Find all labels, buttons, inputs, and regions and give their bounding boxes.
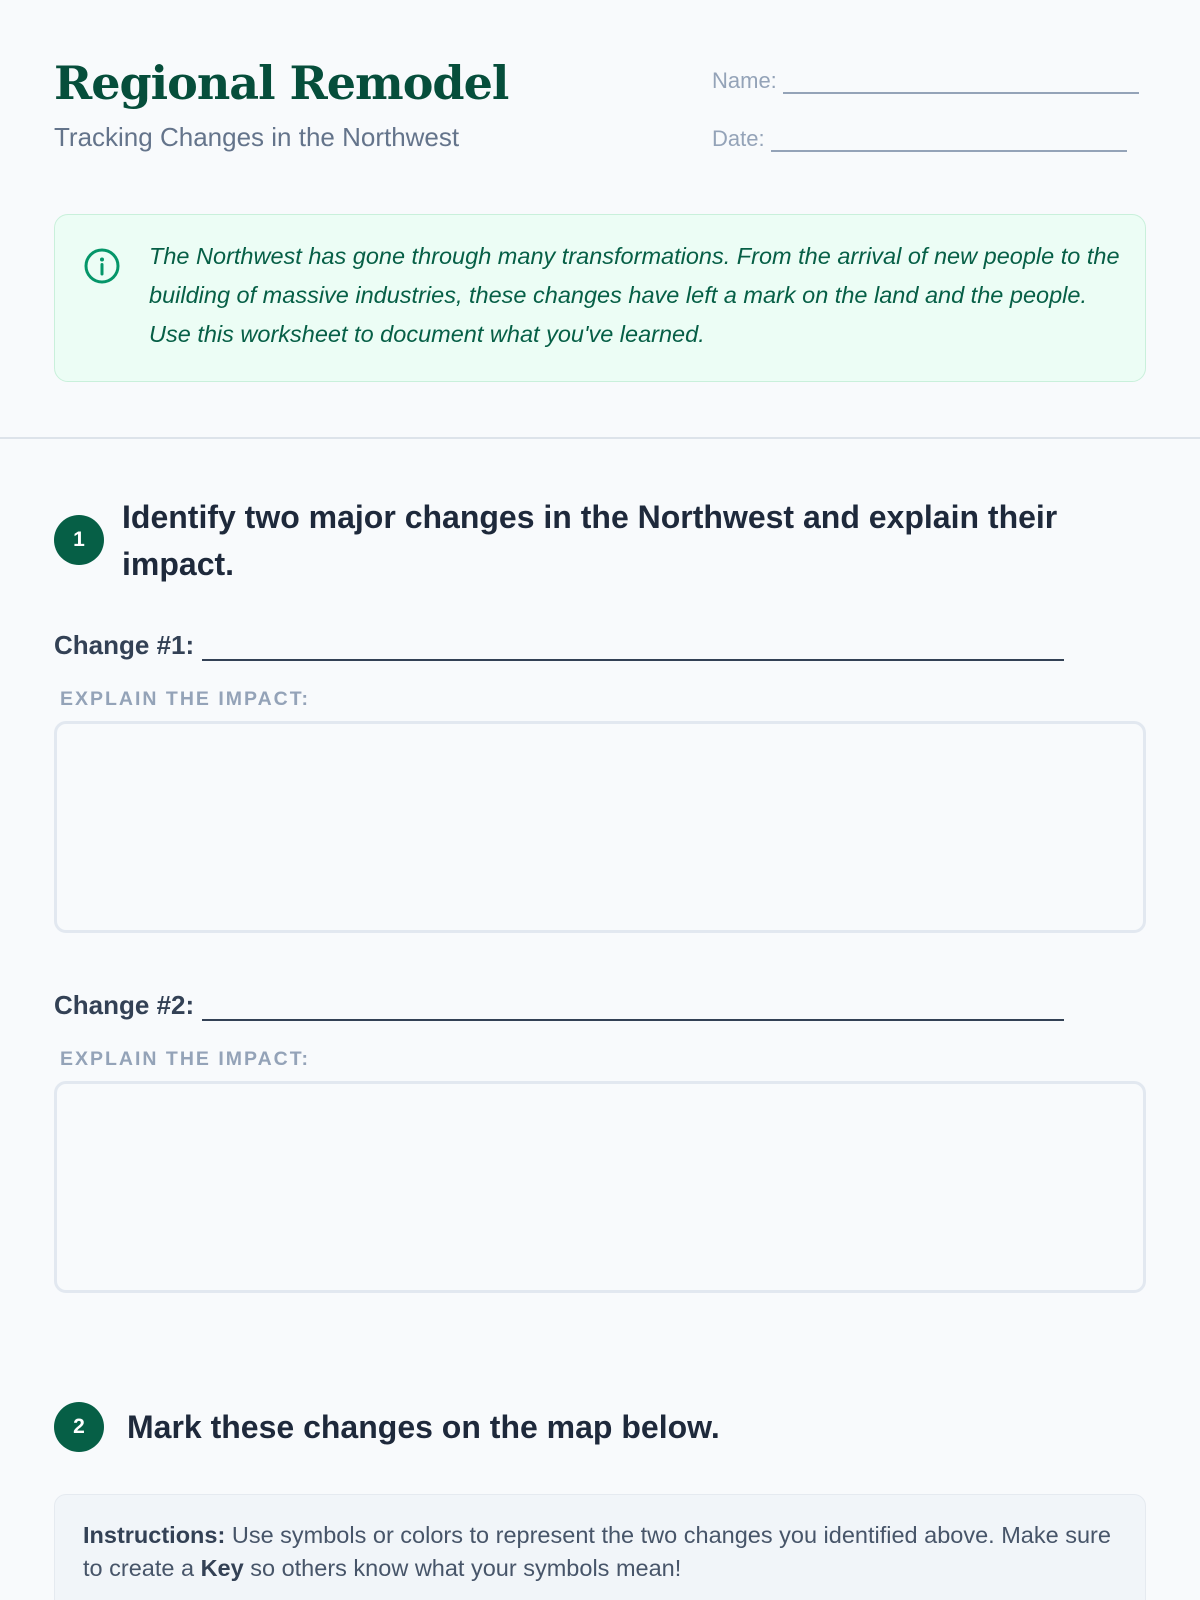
impact-1-answer-box[interactable] [54, 721, 1146, 933]
question-1-text: Identify two major changes in the Northwest and explain their impact. [122, 499, 1058, 582]
question-2-text: Mark these changes on the map below. [127, 1409, 720, 1445]
info-icon [83, 247, 121, 285]
explain-impact-2-label: EXPLAIN THE IMPACT: [60, 1048, 310, 1070]
change-2-label: Change #2: [54, 990, 195, 1020]
instructions-text-2: so others know what your symbols mean! [243, 1555, 682, 1581]
name-blank-line[interactable] [783, 70, 1139, 94]
instructions-lead: Instructions: [83, 1522, 226, 1548]
change-2-blank-line[interactable] [202, 995, 1064, 1021]
page-subtitle: Tracking Changes in the Northwest [54, 122, 460, 152]
change-1-field[interactable] [54, 630, 1064, 661]
section-divider [0, 437, 1200, 439]
change-1-blank-line[interactable] [202, 635, 1064, 661]
explain-impact-1-label: EXPLAIN THE IMPACT: [60, 688, 310, 710]
impact-2-answer-box[interactable] [54, 1081, 1146, 1293]
question-1-badge: 1 [54, 515, 104, 565]
name-field[interactable] [712, 68, 1139, 94]
change-2-field[interactable] [54, 990, 1064, 1021]
instructions-key-word: Key [200, 1555, 244, 1581]
page-title: Regional Remodel [54, 56, 509, 110]
worksheet-header [54, 52, 1146, 172]
date-label: Date: [712, 126, 765, 151]
map-instructions [54, 1494, 1146, 1600]
name-label: Name: [712, 68, 777, 93]
date-field[interactable] [712, 126, 1127, 152]
instructions-text-1: Use symbols or colors to represent the two changes you identified above. Make sure to create a [83, 1522, 1111, 1581]
intro-text: The Northwest has gone through many transformations. From the arrival of new people to the building of massive industries, these changes have left a mark on the land and the people. Use this worksheet to document what you've learned. [149, 243, 1120, 347]
intro-callout [54, 214, 1146, 382]
date-blank-line[interactable] [771, 128, 1127, 152]
question-2-badge: 2 [54, 1402, 104, 1452]
change-1-label: Change #1: [54, 630, 195, 660]
